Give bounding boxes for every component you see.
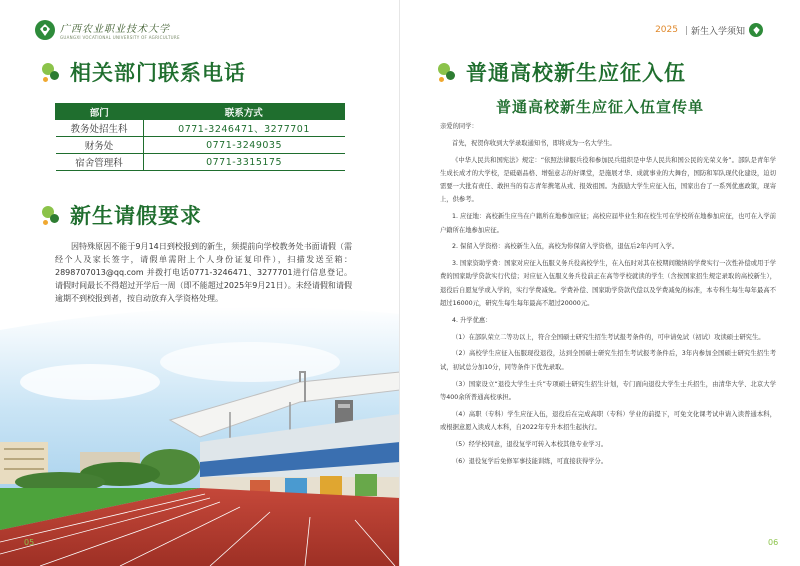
table-header-row (56, 104, 345, 120)
guide-year: 2025 (655, 25, 678, 35)
page-number-left: 05 (24, 538, 35, 547)
school-name-en: GUANGXI VOCATIONAL UNIVERSITY OF AGRICULTURE (60, 35, 180, 40)
paragraph: 2. 保留入学资格：高校新生入伍，高校为你保留入学资格，退伍后2年内可入学。 (452, 243, 679, 251)
paragraph: （3）国家设立“退役大学生士兵”专项硕士研究生招生计划，专门面向退役大学生士兵招生，由清华大学、北京大学等400余所普通高校承担。 (440, 380, 776, 401)
guide-label: 新生入学须知 (690, 26, 745, 37)
paragraph: 亲爱的同学： (440, 123, 478, 130)
section-title-leave: 新生请假要求 (42, 200, 202, 230)
school-name-cn: 广西农业职业技术大学 (60, 24, 170, 35)
dept-cell: 宿舍管理科 (56, 154, 144, 171)
phone-cell: 0771-3315175 (143, 154, 344, 171)
table-header-phone: 联系方式 (143, 104, 344, 120)
paragraph: 1. 应征地：高校新生应当在户籍所在地参加应征；高校应届毕业生和在校生可在学校所在地参加应征，也可在入学前户籍所在地参加应征。 (440, 213, 776, 234)
school-emblem-icon (749, 23, 763, 37)
table-header-dept: 部门 (56, 104, 144, 120)
section-title-contacts: 相关部门联系电话 (42, 57, 246, 87)
paragraph: （5）经学校同意，退役复学可转入本校其他专业学习。 (452, 440, 608, 448)
paragraph: （2）高校学生应征入伍服现役退役，达到全国硕士研究生招生考试报考条件后，3年内参加全国硕士研究生招生考试，初试总分加10分，同等条件下优先录取。 (440, 350, 776, 371)
leave-policy-text: 因特殊原因不能于9月14日到校报到的新生，须提前向学校教务处书面请假（需经个人及家长签字，请假单需附上个人身份证复印件），扫描发送至箱：2898707013@qq.com 并拨打电话0771-3246471、3277701进行信息登记。请假时间最长不得超过开学后一周（即不能超过2025年9月21日）。未经请假和请假逾期不到校报到者，按自动放弃入学资格处理。 (55, 242, 352, 303)
school-logo (35, 20, 180, 40)
paragraph: （1）在部队荣立二等功以上，符合全国硕士研究生招生考试报考条件的，可申请免试（初试）攻读硕士研究生。 (452, 333, 765, 341)
page-number-right: 06 (768, 538, 779, 547)
enlistment-article (440, 120, 776, 471)
leaf-deco-icon (42, 204, 64, 226)
paragraph: （6）退役复学后免修军事技能训练，可直接获得学分。 (452, 457, 608, 465)
phone-cell: 0771-3246471、3277701 (143, 120, 344, 137)
contact-table (55, 103, 345, 171)
table-row (56, 120, 345, 137)
dept-cell: 教务处招生科 (56, 120, 144, 137)
table-row (56, 154, 345, 171)
leaf-deco-icon (42, 61, 64, 83)
paragraph: 《中华人民共和国宪法》规定：“依照法律服兵役和参加民兵组织是中华人民共和国公民的光荣义务”。部队是青年学生成长成才的大学校，是砥砺品格、增强意志的好课堂，是施展才华、成就事业的大舞台，国防和军队现代化建设，迫切需要一大批有责任、敢担当的有志青年携笔从戎、报效祖国。为鼓励大学生应征入伍，国家出台了一系列优惠政策，现寄上，供参考。 (440, 156, 776, 204)
leaf-deco-icon (438, 61, 460, 83)
paragraph: 4. 升学优惠： (452, 316, 492, 324)
right-page (400, 0, 800, 566)
guide-header (655, 23, 763, 37)
poster-title: 普通高校新生应征入伍宣传单 (495, 98, 704, 116)
campus-stadium-photo (0, 302, 400, 566)
school-emblem-icon (35, 20, 55, 40)
paragraph: 3. 国家资助学费：国家对应征入伍服义务兵役高校学生，在入伍时对其在校期间缴纳的学费实行一次性补偿或用于学费的国家助学贷款实行代偿；对应征入伍服义务兵役前正在高等学校就读的学生（含按国家招生规定录取的高校新生），退役后自愿复学或入学的，实行学费减免。学费补偿、国家助学贷款代偿以及学费减免的标准，本专科生每生每年最高不超过16000元，研究生每生每年最高不超过20000元。 (440, 260, 776, 308)
paragraph: （4）高职（专科）学生应征入伍，退役后在完成高职（专科）学业的前提下，可免文化课考试申请入读普通本科，或根据意愿入读成人本科，自2022年专升本招生起执行。 (440, 410, 776, 431)
table-row (56, 137, 345, 154)
phone-cell: 0771-3249035 (143, 137, 344, 154)
section-title-enlistment: 普通高校新生应征入伍 (438, 57, 686, 87)
paragraph: 首先，祝贺你收到大学录取通知书，即将成为一名大学生。 (452, 139, 616, 147)
dept-cell: 财务处 (56, 137, 144, 154)
